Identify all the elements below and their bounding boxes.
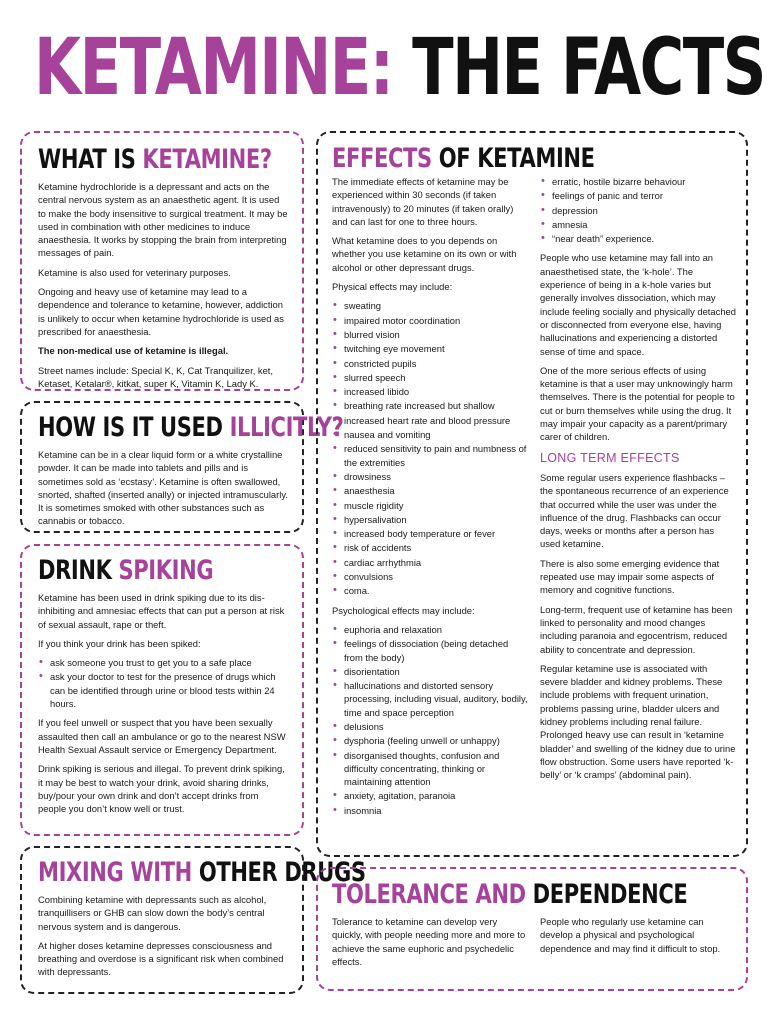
list-item: • sweating — [332, 299, 528, 312]
title-part-2: THE FACTS — [412, 23, 765, 113]
effects-left-column: The immediate effects of ketamine may be experienced within 30 seconds (if taken intravenously) to 20 minutes (if taken orally) and can last for one to three hours. What ketamine does to you depends on whether you use ketamine on its own or with alcohol or other depressant drugs. Physical effects may include: • sweating • impaired motor coordination • blurred vision • twitching eye movement • constricted pupils • slurred speech • increased libido • breathing rate increased but shallow • increased heart rate and blood pressure • nausea and vomiting • reduced sensitivity to pain and numbness of the extremities • drowsiness • anaesthesia • muscle rigidity • hypersalivation • increased body temperature or fever • risk of accidents • cardiac arrhythmia • convulsions • coma. Psychological effects may include: • euphoria and relaxation • feelings of dissociation (being detached from the body) • disorientation • hallucinations and distorted sensory processing, including visual, auditory, bodily, time and space perception • delusions • dysphoria (feeling unwell or unhappy) • disorganised thoughts, confusion and difficulty concentrating, thinking or maintaining attention • anxiety, agitation, paranoia • insomnia — [332, 175, 528, 823]
what-is-body — [38, 180, 288, 390]
list-item: • reduced sensitivity to pain and numbness of the extremities — [332, 442, 528, 469]
list-item: • insomnia — [332, 804, 528, 817]
list-item: • risk of accidents — [332, 541, 528, 554]
list-item: • disorganised thoughts, confusion and difficulty concentrating, thinking or maintaining attention — [332, 749, 528, 789]
list-item: • anxiety, agitation, paranoia — [332, 789, 528, 802]
drink-spiking-body: Ketamine has been used in drink spiking due to its dis-inhibiting and amnesiac effects that can put a person at risk of sexual assault, rape or theft. If you think your drink has been spiked: • ask someone you trust to get you to a safe place • ask your doctor to test for the presence of drugs which can be identified through urine or blood tests within 24 hours. If you feel unwell or suspect that you have been sexually assaulted then call an ambulance or go to the nearest NSW Health Sexual Assault service or Emergency Department. Drink spiking is serious and illegal. To prevent drink spiking, it may be best to watch your drink, avoid sharing drinks, buy/pour your own drink and don’t accept drinks from people you don’t know well or trust. — [38, 591, 288, 815]
illicit-heading: HOW IS IT USED ILLICITLY? — [38, 412, 344, 443]
effects-heading: EFFECTS OF KETAMINE — [332, 143, 595, 174]
list-item: • hallucinations and distorted sensory processing, including visual, auditory, bodily, time and space perception — [332, 679, 528, 719]
illicit-body: Ketamine can be in a clear liquid form or a white crystalline powder. It can be made into tablets and pills and is sometimes sold as ‘ecstasy’. Ketamine is often swallowed, snorted, shafted (inserted anally) or injected intramuscularly. It is sometimes smoked with other substances such as cannabis or tobacco. — [38, 449, 288, 527]
tolerance-section — [316, 867, 748, 991]
list-item: • muscle rigidity — [332, 499, 528, 512]
list-item: • disorientation — [332, 665, 528, 678]
list-item: • impaired motor coordination — [332, 314, 528, 327]
list-item: • breathing rate increased but shallow — [332, 399, 528, 412]
list-item: • convulsions — [332, 570, 528, 583]
mixing-body: Combining ketamine with depressants such as alcohol, tranquillisers or GHB can slow down the body’s central nervous system and is dangerous. At higher doses ketamine depresses consciousness and breathing and overdose is a significant risk when combined with depressants. — [38, 894, 284, 978]
list-item: • hypersalivation — [332, 513, 528, 526]
list-item: • amnesia — [540, 218, 736, 231]
physical-effects-list — [332, 299, 528, 597]
tolerance-left-column: Tolerance to ketamine can develop very quickly, with people needing more and more to achieve the same euphoric and psychedelic effects. — [332, 916, 526, 967]
spiking-bullet-list — [38, 656, 288, 710]
list-item: • erratic, hostile bizarre behaviour — [540, 175, 736, 188]
list-item: • increased body temperature or fever — [332, 527, 528, 540]
title-part-1: KETAMINE: — [34, 23, 393, 113]
page-title — [34, 18, 765, 118]
list-item: • “near death” experience. — [540, 232, 736, 245]
list-item: • constricted pupils — [332, 357, 528, 370]
psychological-effects-list-continued — [540, 175, 736, 245]
what-is-paragraph: Ketamine is also used for veterinary purposes. — [38, 266, 231, 278]
list-item: • feelings of panic and terror — [540, 189, 736, 202]
list-item: • euphoria and relaxation — [332, 623, 528, 636]
list-item: • delusions — [332, 720, 528, 733]
street-names: Street names include: Special K, K, Cat Tranquilizer, ket, Ketaset, Ketalar®, kitkat, super K, Vitamin K, Lady K. — [38, 364, 274, 389]
psychological-effects-list — [332, 623, 528, 817]
list-item: • blurred vision — [332, 328, 528, 341]
list-item: • nausea and vomiting — [332, 428, 528, 441]
tolerance-right-column: People who regularly use ketamine can develop a physical and psychological dependence and may find it difficult to stop. — [540, 916, 721, 954]
drink-spiking-section — [20, 544, 304, 836]
effects-right-column: • erratic, hostile bizarre behaviour • feelings of panic and terror • depression • amnesia • “near death” experience. People who use ketamine may fall into an anaesthetised state, the ‘k-hole’. The experience of being in a k-hole varies but generally involves dissociation, which may include feeling socially and physically detached or disconnected from everyone else, having hallucinations and experiencing a distorted sense of time and space. One of the more serious effects of using ketamine is that a user may unknowingly harm themselves. There is the potential for people to cut or burn themselves while using the drug. It may impair your capacity as a parent/primary carer of children. LONG TERM EFFECTS Some regular users experience flashbacks – the spontaneous recurrence of an experience that occurred while the user was under the influence of the drug. Flashbacks can occur days, weeks or months after a person has used ketamine. There is also some emerging evidence that repeated use may impair some aspects of memory and cognitive functions. Long-term, frequent use of ketamine has been linked to personality and mood changes including paranoia and egocentrism, reduced ability to concentrate and depression. Regular ketamine use is associated with severe bladder and kidney problems. These include problems with frequent urination, problems passing urine, bladder ulcers and kidney problems including renal failure. Prolonged heavy use can result in ‘ketamine bladder’ and swelling of the kidney due to urine flow obstruction. Some users have reported ‘k-belly’ or ‘k cramps’ (abdominal pain). — [540, 175, 736, 787]
list-item: • ask your doctor to test for the presence of drugs which can be identified through urine or blood tests within 24 hours. — [38, 670, 288, 710]
list-item: • slurred speech — [332, 371, 528, 384]
mixing-drugs-section — [20, 846, 366, 994]
long-term-effects-heading: LONG TERM EFFECTS — [540, 450, 680, 465]
list-item: • increased libido — [332, 385, 528, 398]
effects-section — [316, 131, 748, 857]
what-is-paragraph: Ketamine hydrochloride is a depressant and acts on the central nervous system as an anaesthetic agent. It is used to make the body insensitive to surgical treatment. It may be used in combination with other medicines to induce anaesthesia. It works by stopping the brain from interpreting messages of pain. — [38, 181, 288, 259]
list-item: • increased heart rate and blood pressure — [332, 414, 528, 427]
list-item: • dysphoria (feeling unwell or unhappy) — [332, 734, 528, 747]
tolerance-heading: TOLERANCE AND DEPENDENCE — [332, 879, 688, 910]
list-item: • depression — [540, 204, 736, 217]
drink-spiking-heading: DRINK SPIKING — [38, 555, 214, 586]
list-item: • cardiac arrhythmia — [332, 556, 528, 569]
list-item: • ask someone you trust to get you to a safe place — [38, 656, 288, 669]
list-item: • twitching eye movement — [332, 342, 528, 355]
list-item: • drowsiness — [332, 470, 528, 483]
list-item: • anaesthesia — [332, 484, 528, 497]
what-is-heading: WHAT IS KETAMINE? — [38, 144, 272, 175]
what-is-ketamine-section — [20, 131, 304, 391]
list-item: • feelings of dissociation (being detached from the body) — [332, 637, 528, 664]
illicit-use-section — [20, 401, 344, 533]
illegal-statement: The non-medical use of ketamine is illegal. — [38, 345, 229, 357]
what-is-paragraph: Ongoing and heavy use of ketamine may lead to a dependence and tolerance to ketamine, however, addiction is unlikely to occur when ketamine hydrochloride is used as prescribed for anaesthesia. — [38, 286, 284, 337]
list-item: • coma. — [332, 584, 528, 597]
mixing-heading: MIXING WITH OTHER DRUGS — [38, 857, 366, 888]
